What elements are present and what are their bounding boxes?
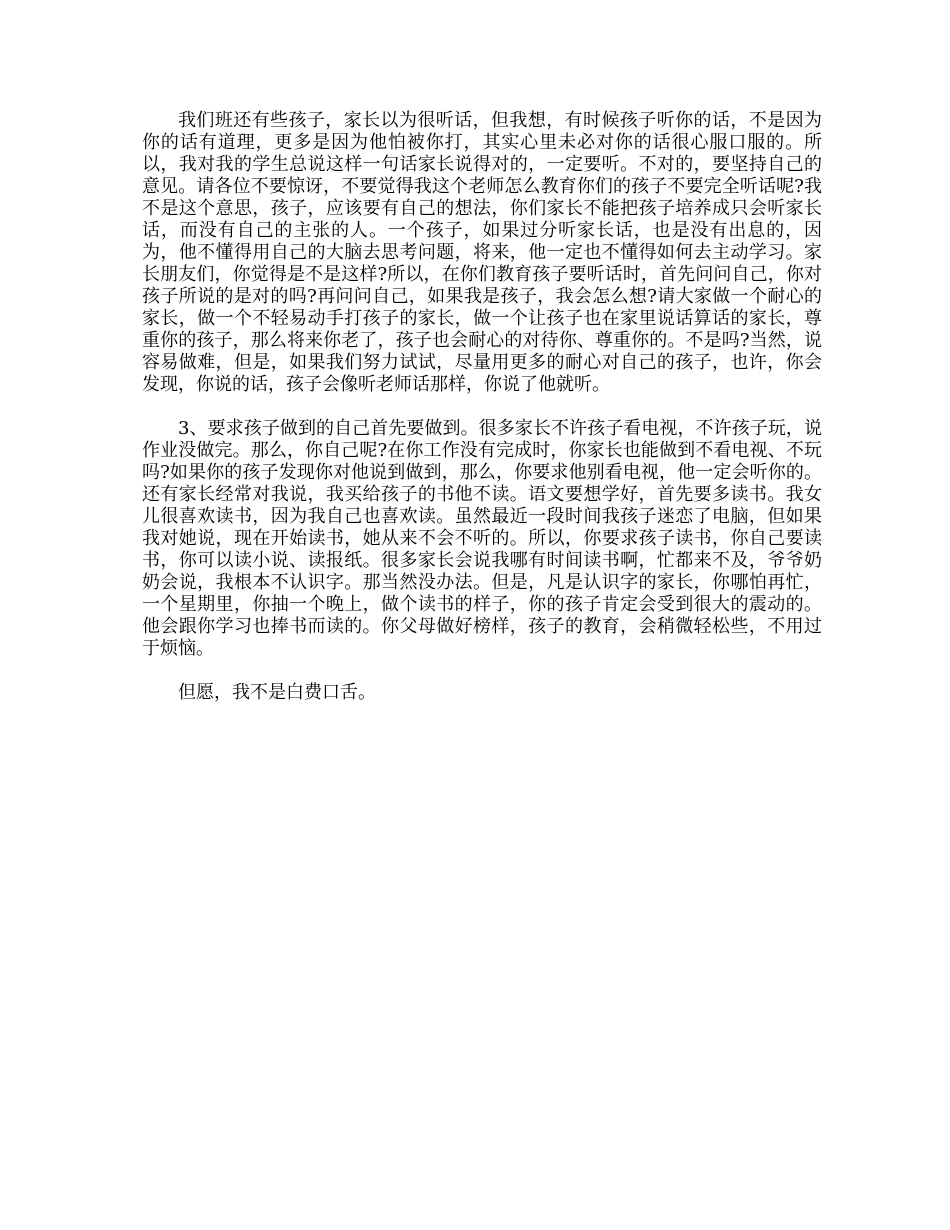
document-body <box>142 110 822 726</box>
paragraph-lead-by-example: 3、要求孩子做到的自己首先要做到。很多家长不许孩子看电视，不许孩子玩，说作业没做完。那么，你自己呢?在你工作没有完成时，你家长也能做到不看电视、不玩吗?如果你的孩子发现你对他说到做到，那么，你要求他别看电视，他一定会听你的。还有家长经常对我说，我买给孩子的书他不读。语文要想学好，首先要多读书。我女儿很喜欢读书，因为我自己也喜欢读。虽然最近一段时间我孩子迷恋了电脑，但如果我对她说，现在开始读书，她从来不会不听的。所以，你要求孩子读书，你自己要读书，你可以读小说、读报纸。很多家长会说我哪有时间读书啊，忙都来不及，爷爷奶奶会说，我根本不认识字。那当然没办法。但是，凡是认识字的家长，你哪怕再忙，一个星期里，你抽一个晚上，做个读书的样子，你的孩子肯定会受到很大的震动的。他会跟你学习也捧书而读的。你父母做好榜样，孩子的教育，会稍微轻松些，不用过于烦恼。 <box>142 418 822 659</box>
paragraph-closing: 但愿，我不是白费口舌。 <box>178 682 376 703</box>
paragraph-listening: 我们班还有些孩子，家长以为很听话，但我想，有时候孩子听你的话，不是因为你的话有道理，更多是因为他怕被你打，其实心里未必对你的话很心服口服的。所以，我对我的学生总说这样一句话家长说得对的，一定要听。不对的，要坚持自己的意见。请各位不要惊讶，不要觉得我这个老师怎么教育你们的孩子不要完全听话呢?我不是这个意思，孩子，应该要有自己的想法，你们家长不能把孩子培养成只会听家长话，而没有自己的主张的人。一个孩子，如果过分听家长话，也是没有出息的，因为，他不懂得用自己的大脑去思考问题，将来，他一定也不懂得如何去主动学习。家长朋友们，你觉得是不是这样?所以，在你们教育孩子要听话时，首先问问自己，你对孩子所说的是对的吗?再问问自己，如果我是孩子，我会怎么想?请大家做一个耐心的家长，做一个不轻易动手打孩子的家长，做一个让孩子也在家里说话算话的家长，尊重你的孩子，那么将来你老了，孩子也会耐心的对待你、尊重你的。不是吗?当然，说容易做难，但是，如果我们努力试试，尽量用更多的耐心对自己的孩子，也许，你会发现，你说的话，孩子会像听老师话那样，你说了他就听。 <box>142 110 822 395</box>
